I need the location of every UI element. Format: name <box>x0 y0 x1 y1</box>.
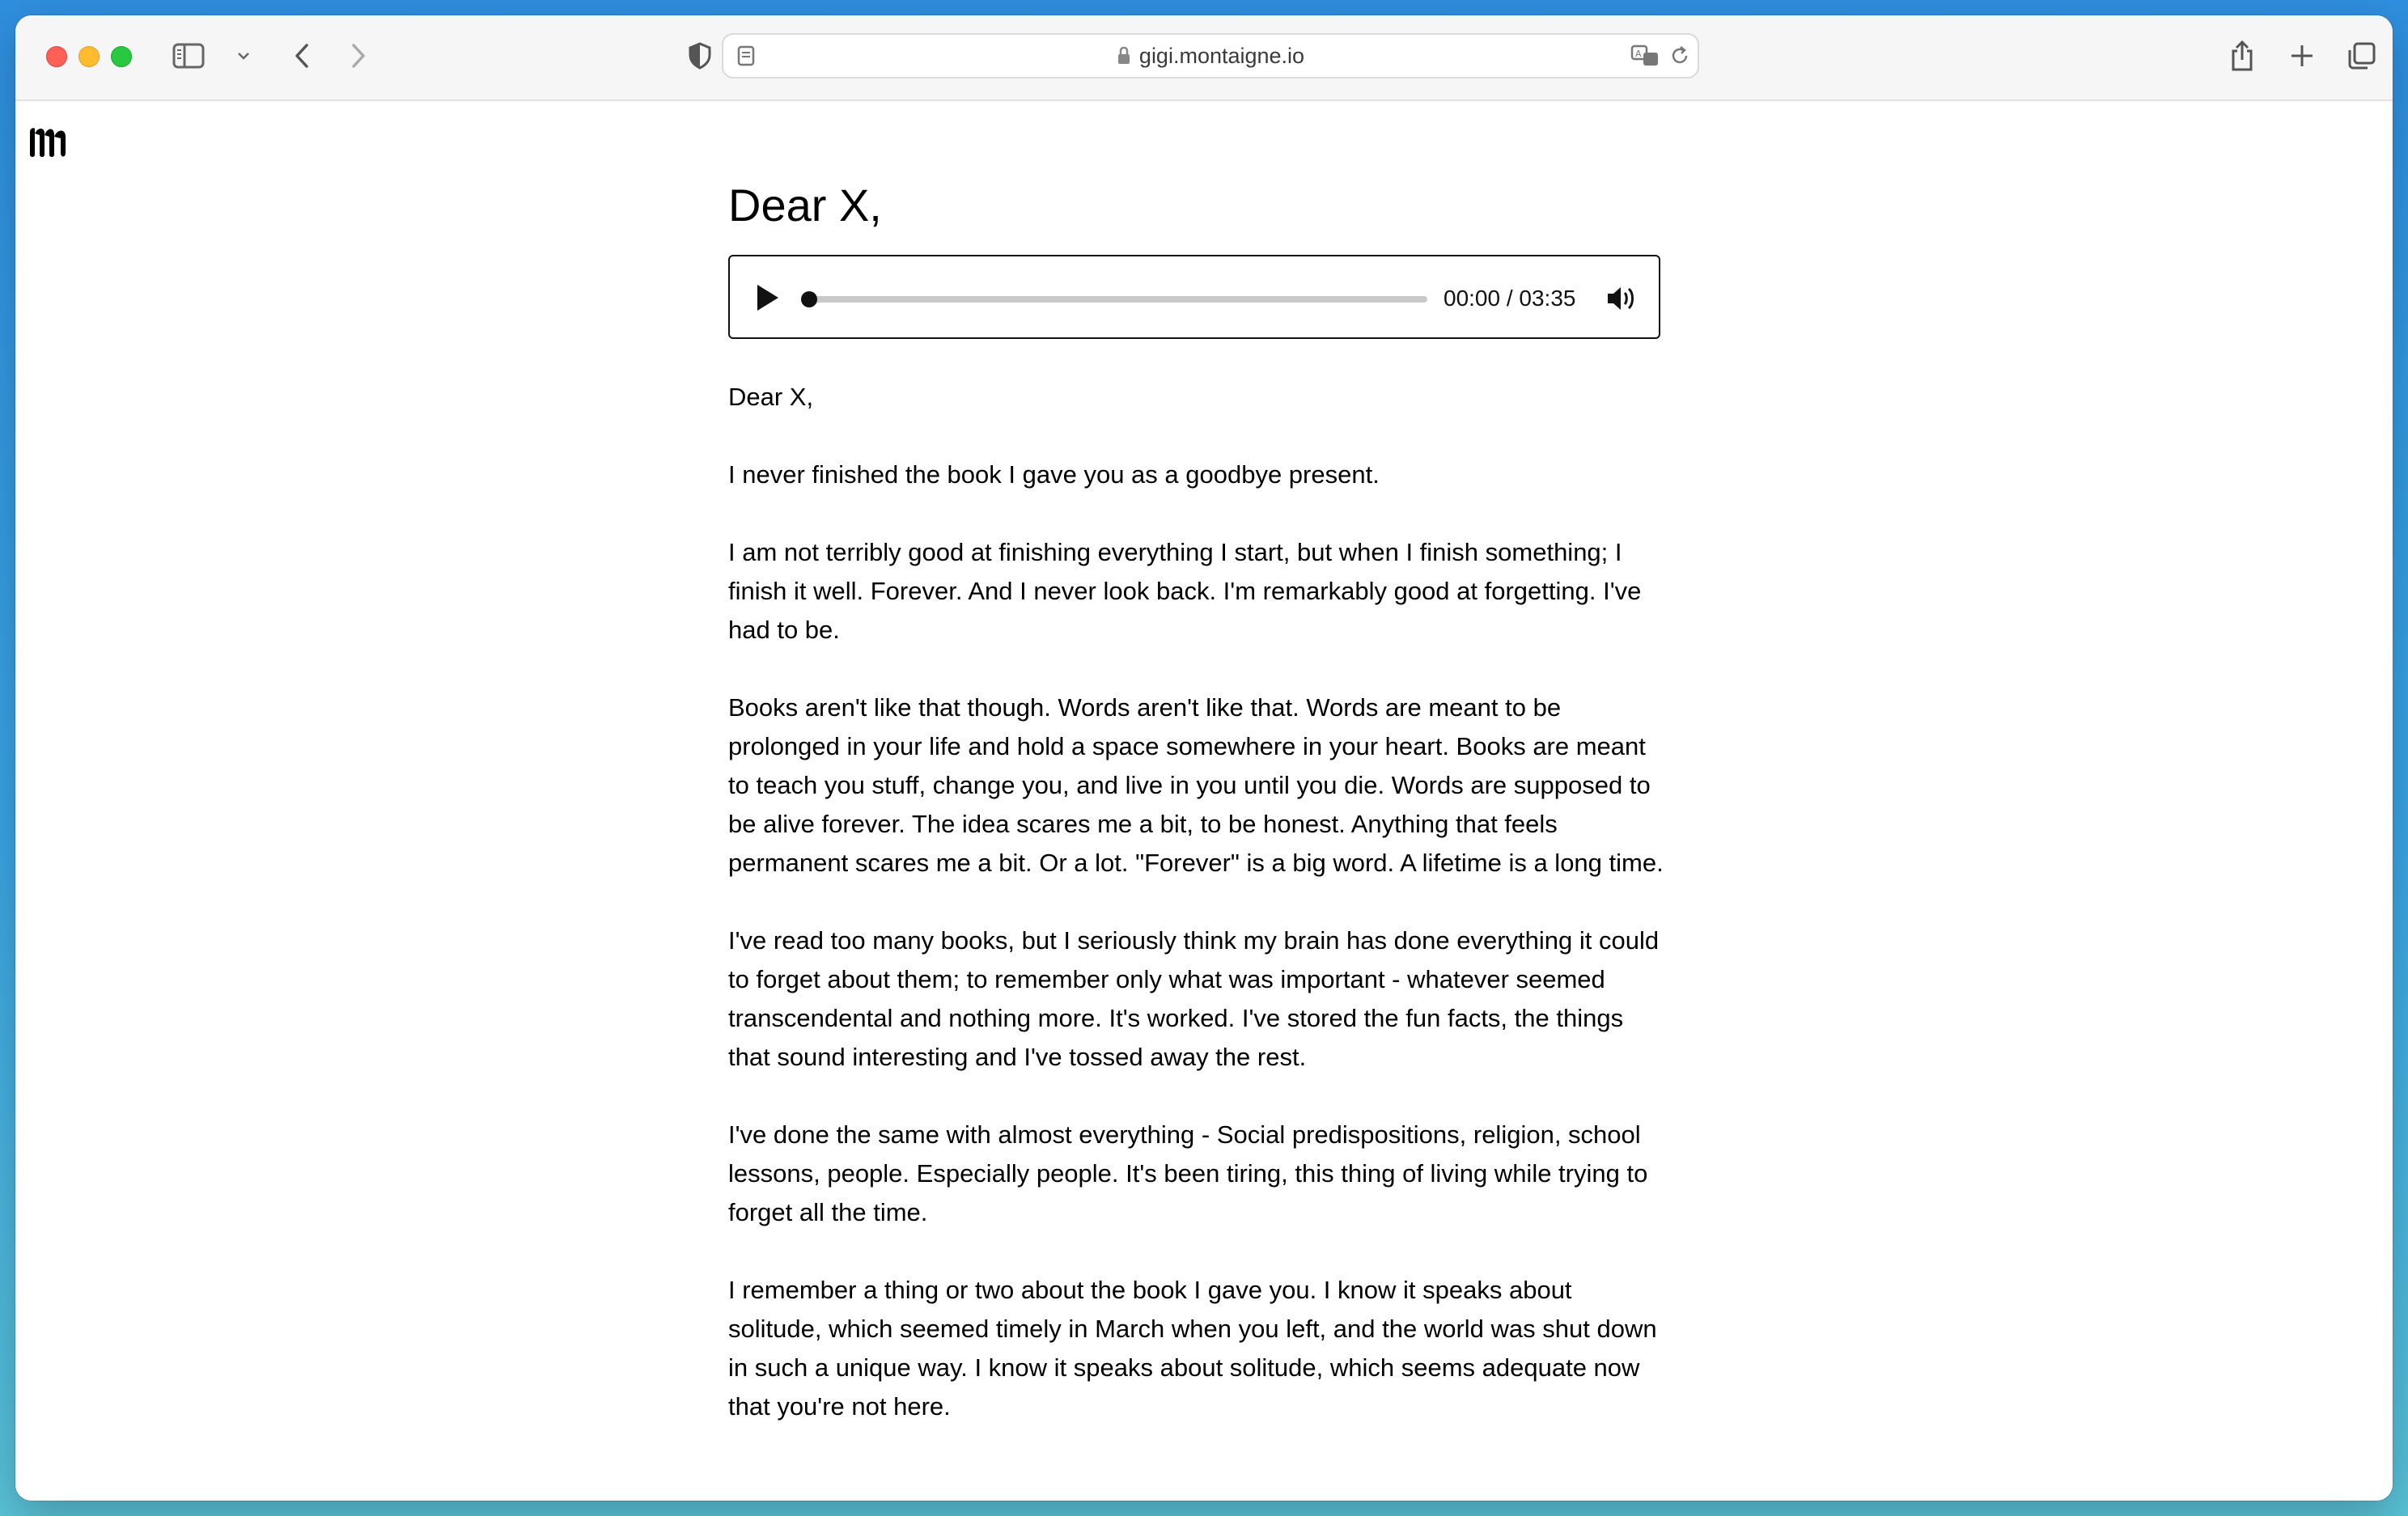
page-content <box>15 101 2393 1501</box>
audio-progress-knob[interactable] <box>801 291 817 307</box>
paragraph: I am not terribly good at finishing everything I start, but when I finish something; I finish it well. Forever. And I never look back. I'm remarkably good at forgetting. I've had to be. <box>728 538 1642 644</box>
close-window-button[interactable] <box>46 46 67 67</box>
back-icon[interactable] <box>286 40 318 72</box>
url-display[interactable] <box>723 35 1698 77</box>
audio-time: 00:00 / 03:35 <box>1444 286 1576 311</box>
new-tab-icon[interactable] <box>2286 40 2318 72</box>
paragraph: I never finished the book I gave you as a goodbye present. <box>728 460 1380 489</box>
paragraph: I remember a thing or two about the book I gave you. I know it speaks about solitude, which seemed timely in March when you left, and the world was shut down in such a unique way. I know it speaks about solitude, which seems adequate now that you're not here. <box>728 1276 1657 1421</box>
minimize-window-button[interactable] <box>78 46 100 67</box>
tab-overview-icon[interactable] <box>2346 40 2378 72</box>
paragraph: Books aren't like that though. Words aren't like that. Words are meant to be prolonged in your life and hold a space somewhere in your heart. Books are meant to teach you stuff, change you, and live in you until you die. Words are supposed to be alive forever. The idea scares me a bit, to be honest. Anything that feels permanent scares me a bit. Or a lot. "Forever" is a big word. A lifetime is a long time. <box>728 693 1664 877</box>
paragraph: Dear X, <box>728 383 814 411</box>
montaigne-logo-icon[interactable] <box>27 124 70 163</box>
translate-icon[interactable] <box>1630 43 1662 69</box>
browser-toolbar <box>15 15 2393 101</box>
url-text: gigi.montaigne.io <box>1138 43 1305 68</box>
share-icon[interactable] <box>2226 38 2258 74</box>
page-title: Dear X, <box>728 180 882 231</box>
browser-window <box>15 15 2393 1501</box>
audio-progress-track[interactable] <box>804 296 1427 303</box>
paragraph: I've done the same with almost everything - Social predispositions, religion, school lessons, people. Especially people. It's been tiring, this thing of living while trying to forget all the time. <box>728 1120 1648 1226</box>
reload-icon[interactable] <box>1667 43 1693 69</box>
audio-player <box>728 255 1660 339</box>
lock-icon <box>1117 46 1131 66</box>
address-bar[interactable] <box>722 33 1699 78</box>
chevron-down-icon[interactable] <box>235 48 252 64</box>
volume-icon[interactable] <box>1605 284 1638 317</box>
shield-icon[interactable] <box>684 40 716 72</box>
letter-body <box>728 378 1667 1465</box>
maximize-window-button[interactable] <box>111 46 132 67</box>
svg-text:A: A <box>1635 49 1642 59</box>
sidebar-icon[interactable] <box>171 40 206 72</box>
forward-icon[interactable] <box>342 40 375 72</box>
play-icon[interactable] <box>754 282 782 317</box>
paragraph: I've read too many books, but I seriously think my brain has done everything it could to forget about them; to remember only what was important - whatever seemed transcendental and nothing more. It's worked. I've stored the fun facts, the things that sound interesting and I've tossed away the rest. <box>728 926 1660 1071</box>
